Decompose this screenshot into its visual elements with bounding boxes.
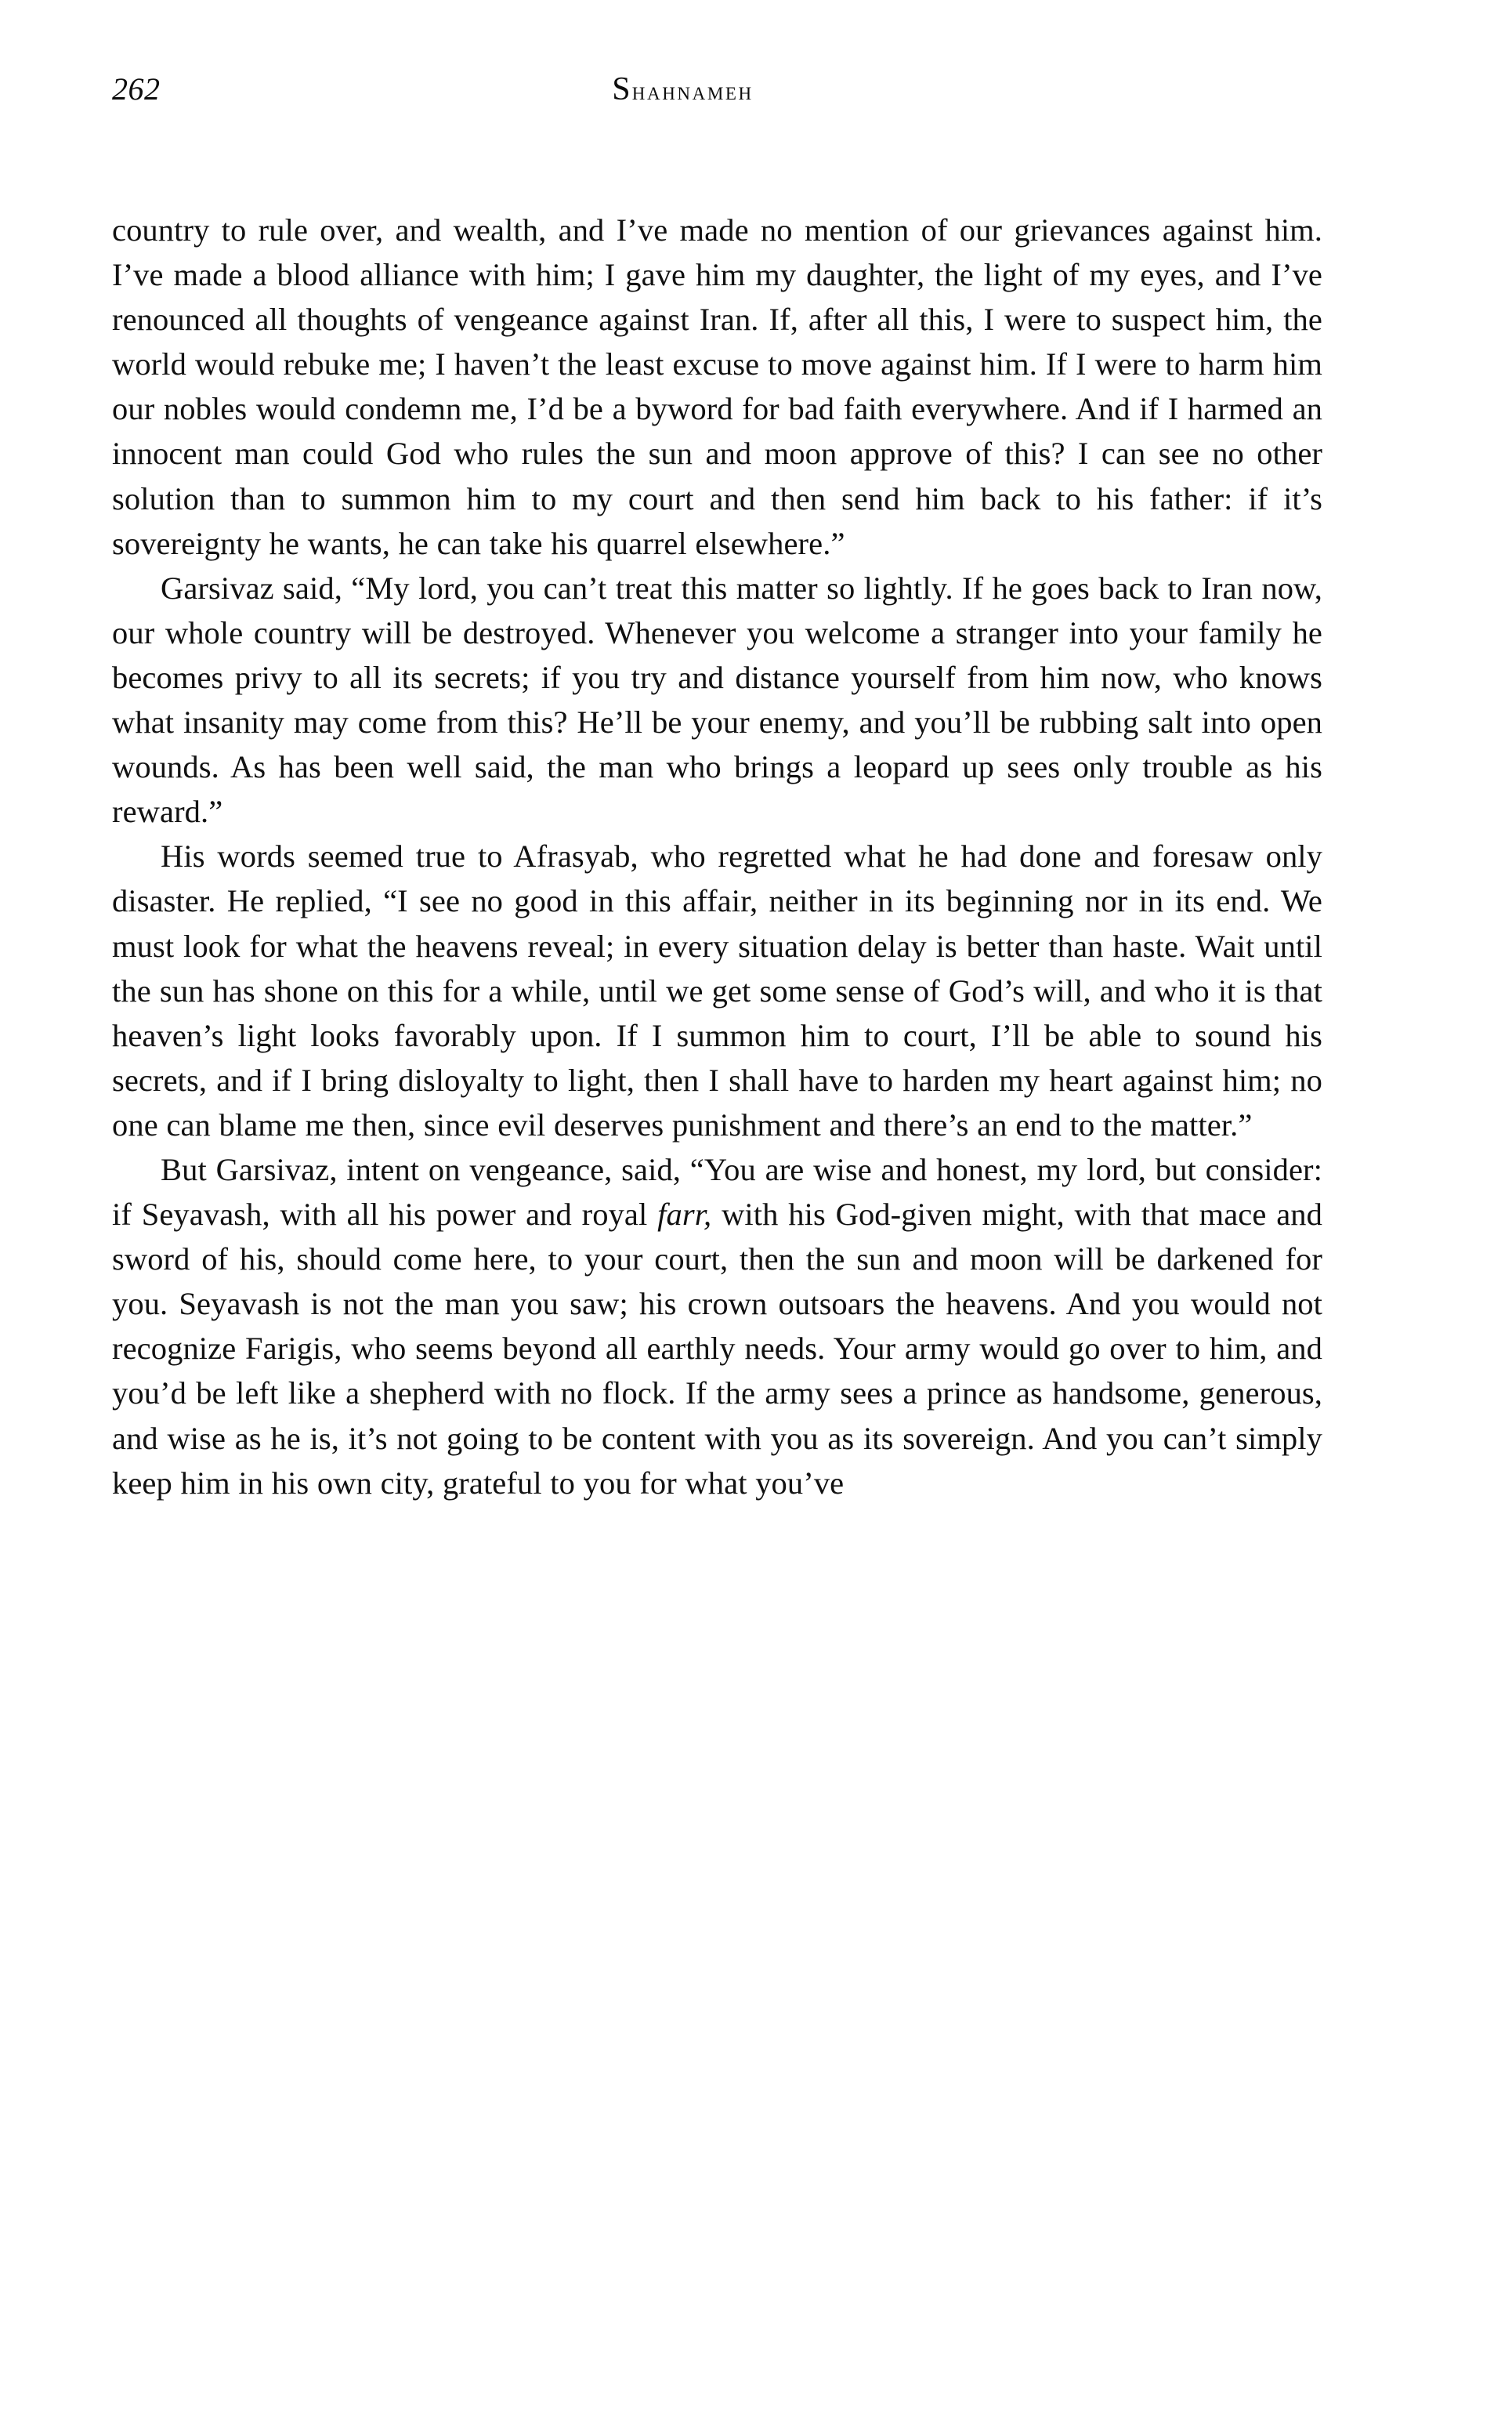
paragraph-his-words: His words seemed true to Afrasyab, who regretted what he had done and foresaw only disaster. He replied, “I see no good in this affair, neither in its beginning nor in its end. We must look for what the heavens reveal; in every situation delay is better than haste. Wait until the sun has shone on this for a while, until we get some sense of God’s will, and who it is that heaven’s light looks favorably upon. If I summon him to court, I’ll be able to sound his secrets, and if I bring disloyalty to light, then I shall have to harden my heart against him; no one can blame me then, since evil deserves punishment and there’s an end to the matter.” (112, 838, 1322, 1143)
paragraph-garsivaz-said: Garsivaz said, “My lord, you can’t treat this matter so lightly. If he goes back to Iran now, our whole country will be destroyed. Whenever you welcome a stranger into your family he becomes privy to all its secrets; if you try and distance yourself from him now, who knows what insanity may come from this? He’ll be your enemy, and you’ll be rubbing salt into open wounds. As has been well said, the man who brings a leopard up sees only trouble as his reward.” (112, 570, 1322, 830)
running-head (112, 69, 1322, 110)
italic-term: farr, (657, 1197, 712, 1233)
text-run: But Garsivaz, intent on vengeance, said, “You are wise and honest, my lord, but consider: if Seyavash, with all his power and royal (112, 1151, 1322, 1233)
running-head-rest: hahnameh (631, 78, 754, 106)
text-block (112, 208, 1322, 1505)
paragraph-continued: country to rule over, and wealth, and I’ve made no mention of our grievances against him. I’ve made a blood alliance with him; I gave him my daughter, the light of my eyes, and I’ve renounced all thoughts of vengeance against Iran. If, after all this, I were to suspect him, the world would rebuke me; I haven’t the least excuse to move against him. If I were to harm him our nobles would condemn me, I’d be a byword for bad faith everywhere. And if I harmed an innocent man could God who rules the sun and moon approve of this? I can see no other solution than to summon him to my court and then send him back to his father: if it’s sovereignty he wants, he can take his quarrel elsewhere.” (112, 212, 1322, 561)
running-head-initial: S (612, 71, 632, 107)
page-number: 262 (112, 71, 161, 107)
running-head-title (78, 69, 1288, 112)
text-run: with his God-given might, with that mace and sword of his, should come here, to your court, then the sun and moon will be darkened for you. Seyavash is not the man you saw; his crown outsoars the heavens. And you would not recognize Farigis, who seems beyond all earthly needs. Your army would go over to him, and you’d be left like a shepherd with no flock. If the army sees a prince as handsome, generous, and wise as he is, it’s not going to be content with you as its sovereign. And you can’t simply keep him in his own city, grateful to you for what you’ve (112, 1197, 1322, 1501)
paragraph-but-garsivaz (112, 1147, 1322, 1505)
